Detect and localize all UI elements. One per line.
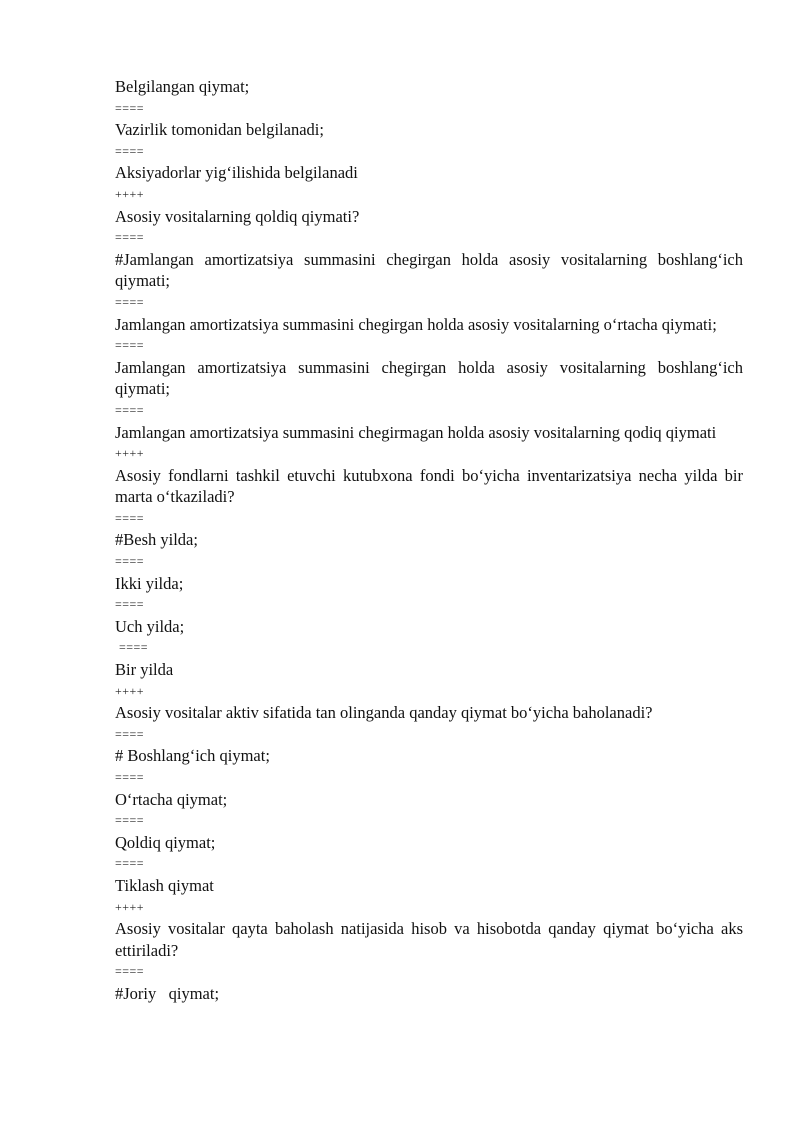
answer-option: Uch yilda;: [115, 616, 185, 636]
separator-equals: ====: [115, 510, 145, 525]
answer-option: Bir yilda: [115, 660, 174, 680]
answer-option: Jamlangan amortizatsiya summasini chegirgan holda asosiy vositalarning o‘rtacha qiymati;: [115, 314, 717, 334]
answer-option: O‘rtacha qiymat;: [115, 789, 228, 809]
separator-equals: ====: [115, 100, 145, 115]
answer-option: Jamlangan amortizatsiya summasini chegirmagan holda asosiy vositalarning qodiq qiymati: [115, 422, 717, 442]
separator-equals: ====: [115, 143, 145, 158]
separator-equals: ====: [115, 402, 145, 417]
separator-equals: ====: [115, 770, 145, 784]
separator-plus: ++++: [115, 683, 145, 698]
question-text: Asosiy vositalar qayta baholash natijasida hisob va hisobotda qanday qiymat bo‘yicha aks ettiriladi?: [115, 919, 748, 960]
correct-answer-option: # Boshlang‘ich qiymat;: [115, 746, 270, 766]
separator-equals: ====: [115, 554, 145, 569]
separator-equals: ====: [115, 597, 145, 612]
correct-answer-option: #Besh yilda;: [115, 530, 198, 550]
question-text: Asosiy fondlarni tashkil etuvchi kutubxona fondi bo‘yicha inventarizatsiya necha yilda bir marta o‘tkaziladi?: [115, 465, 748, 507]
separator-equals: ====: [115, 338, 145, 353]
separator-equals: ====: [115, 294, 145, 309]
question-text: Asosiy vositalarning qoldiq qiymati?: [115, 206, 360, 226]
question-text: Asosiy vositalar aktiv sifatida tan olinganda qanday qiymat bo‘yicha baholanadi?: [115, 703, 653, 723]
answer-option: Ikki yilda;: [115, 573, 184, 593]
separator-equals: ====: [115, 230, 145, 245]
separator-plus: ++++: [115, 446, 145, 461]
separator-equals: ====: [115, 964, 145, 979]
separator-equals: ====: [115, 726, 145, 741]
separator-equals: ====: [115, 813, 145, 828]
answer-option: Qoldiq qiymat;: [115, 832, 216, 852]
correct-answer-option: #Joriy qiymat;: [115, 983, 220, 1003]
answer-option: Tiklash qiymat: [115, 875, 214, 895]
separator-equals: ====: [119, 640, 149, 655]
correct-answer-option: #Jamlangan amortizatsiya summasini chegirgan holda asosiy vositalarning boshlang‘ich qiymati;: [115, 249, 748, 291]
separator-plus: ++++: [115, 186, 145, 201]
answer-option: Belgilangan qiymat;: [115, 77, 250, 96]
answer-option: Jamlangan amortizatsiya summasini chegirgan holda asosiy vositalarning boshlang‘ich qiymati;: [115, 357, 748, 399]
separator-plus: ++++: [115, 899, 145, 914]
answer-option: Aksiyadorlar yig‘ilishida belgilanadi: [115, 163, 358, 183]
answer-option: Vazirlik tomonidan belgilanadi;: [115, 120, 324, 140]
document-page: [115, 76, 748, 1005]
separator-equals: ====: [115, 856, 145, 871]
